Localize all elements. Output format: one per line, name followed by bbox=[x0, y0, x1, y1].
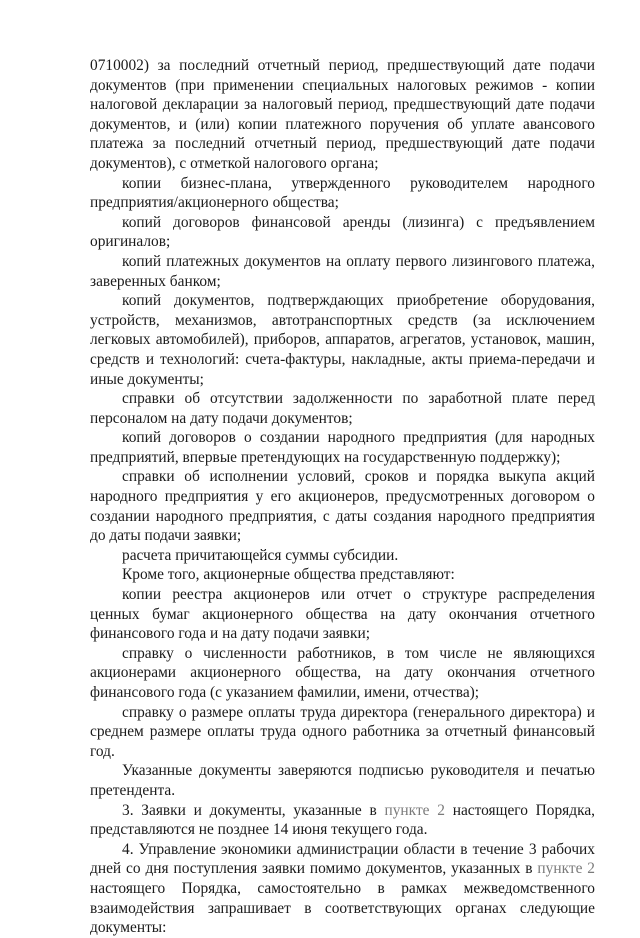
paragraph-text: 0710002) за последний отчетный период, предшествующий дате подачи документов (при применении специальных налоговых режимов - копии налоговой декларации за налоговый период, предшествующий дате подачи документов, и (или) копии платежного поручения об уплате авансового платежа за последний отчетный период, предшествующий дате подачи документов), с отметкой налогового органа; bbox=[90, 57, 595, 172]
paragraph-text: справки об исполнении условий, сроков и порядка выкупа акций народного предприятия у его акционеров, предусмотренных договором о создании народного предприятия, с даты создания народного предприятия до даты подачи заявки; bbox=[90, 468, 595, 545]
paragraph bbox=[90, 213, 595, 252]
paragraph-text: Указанные документы заверяются подписью руководителя и печатью претендента. bbox=[90, 762, 595, 799]
paragraph-text: копий договоров о создании народного предприятия (для народных предприятий, впервые претендующих на государственную поддержку); bbox=[90, 429, 595, 466]
paragraph-text: справку о размере оплаты труда директора (генерального директора) и среднем размере оплаты труда одного работника за отчетный финансовый год. bbox=[90, 703, 595, 760]
paragraph-text: копий документов, подтверждающих приобретение оборудования, устройств, механизмов, автотранспортных средств (за исключением легковых автомобилей), приборов, аппаратов, агрегатов, установок, машин, средств и технологий: счета-фактуры, накладные, акты приема-передачи и иные документы; bbox=[90, 292, 595, 388]
paragraph bbox=[90, 546, 595, 566]
paragraph-text: настоящего Порядка, самостоятельно в рамках межведомственного взаимодействия запрашивает в соответствующих органах следующие документы: bbox=[90, 879, 595, 937]
paragraph-text: копий договоров финансовой аренды (лизинга) с предъявлением оригиналов; bbox=[90, 213, 595, 251]
paragraph bbox=[90, 252, 595, 291]
paragraph bbox=[90, 467, 595, 545]
paragraph bbox=[90, 56, 595, 174]
paragraph bbox=[90, 703, 595, 762]
paragraph bbox=[90, 585, 595, 644]
cross-reference-link[interactable]: пункте 2 bbox=[537, 860, 595, 878]
paragraph-text: 4. Управление экономики администрации области в течение 3 рабочих дней со дня поступления заявки помимо документов, указанных в bbox=[90, 840, 595, 878]
paragraph-text: копии реестра акционеров или отчет о структуре распределения ценных бумаг акционерного общества на дату окончания отчетного финансового года и на дату подачи заявки; bbox=[90, 586, 595, 643]
paragraph-text: расчета причитающейся суммы субсидии. bbox=[122, 546, 399, 564]
paragraph bbox=[90, 428, 595, 467]
paragraph-text: настоящего Порядка, представляются не позднее 14 июня текущего года. bbox=[90, 801, 596, 839]
paragraph-text: справку о численности работников, в том числе не являющихся акционерами акционерного общества, на дату окончания отчетного финансового года (с указанием фамилии, имени, отчества); bbox=[90, 644, 595, 701]
paragraph bbox=[90, 840, 595, 938]
paragraph-text: копий платежных документов на оплату первого лизингового платежа, заверенных банком; bbox=[90, 252, 595, 290]
paragraph-text: 3. Заявки и документы, указанные в bbox=[122, 801, 385, 819]
paragraph-text: копии бизнес-плана, утвержденного руководителем народного предприятия/акционерного общества; bbox=[90, 174, 595, 212]
paragraph bbox=[90, 174, 595, 213]
paragraph bbox=[90, 291, 595, 389]
paragraph bbox=[90, 389, 595, 428]
paragraph bbox=[90, 644, 595, 703]
paragraph-text: справки об отсутствии задолженности по заработной плате перед персоналом на дату подачи документов; bbox=[90, 390, 595, 427]
paragraph-text: Кроме того, акционерные общества представляют: bbox=[122, 566, 455, 584]
document-page bbox=[90, 56, 595, 938]
paragraph bbox=[90, 565, 595, 585]
cross-reference-link[interactable]: пункте 2 bbox=[384, 801, 445, 819]
paragraph bbox=[90, 761, 595, 800]
paragraph bbox=[90, 801, 595, 840]
